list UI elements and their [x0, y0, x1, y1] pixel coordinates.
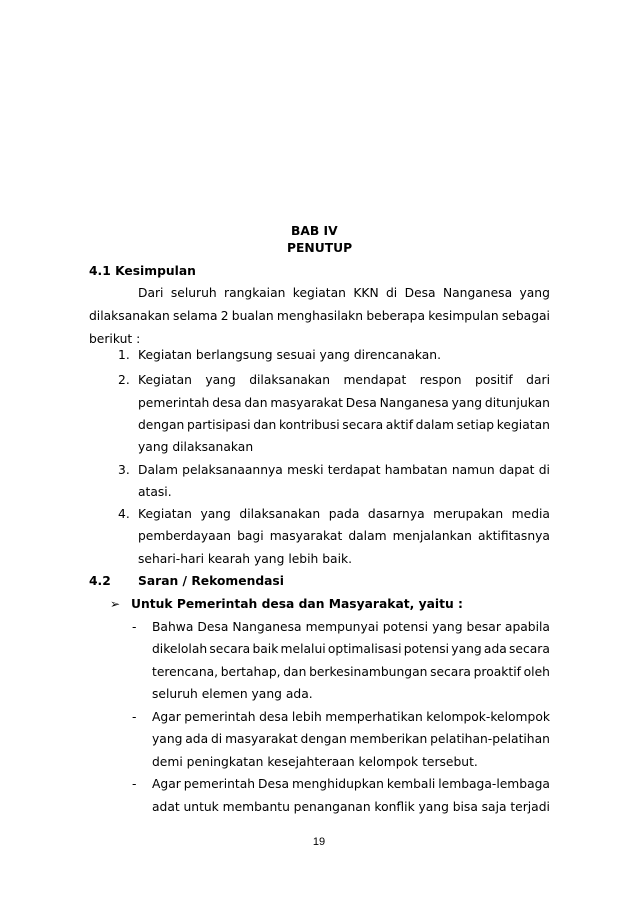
dash-item-line: [152, 641, 550, 657]
word: dan: [283, 665, 307, 679]
word: yang: [152, 732, 183, 746]
list-item-line: [138, 417, 550, 433]
dash-item-line: [152, 664, 550, 680]
list-item-line: [138, 528, 550, 544]
word: besar: [466, 620, 501, 634]
word: kegiatan: [496, 418, 550, 432]
word: Kegiatan: [138, 507, 192, 521]
word: saja: [481, 800, 507, 814]
word: desa: [212, 396, 242, 410]
word: yang: [451, 396, 483, 410]
bullet-heading: Untuk Pemerintah desa dan Masyarakat, yaitu :: [131, 597, 463, 611]
list-number: 1.: [118, 348, 130, 362]
list-item-line: Kegiatan berlangsung sesuai yang direncanakan.: [138, 348, 442, 362]
word: kesimpulan: [428, 309, 499, 323]
word: kegiatan: [292, 286, 346, 300]
word: yang: [200, 507, 231, 521]
dash-marker: -: [132, 777, 137, 791]
word: optimalisasi: [327, 642, 402, 656]
word: pemerintah: [138, 396, 210, 410]
word: yang: [519, 286, 550, 300]
word: partisipasi: [186, 418, 251, 432]
word: masyarakat: [269, 529, 343, 543]
word: Kegiatan: [138, 373, 192, 387]
word: untuk: [183, 800, 219, 814]
word: positif: [475, 373, 513, 387]
word: Dalam: [138, 463, 178, 477]
dash-item-line: demi peningkatan kesejahteraan kelompok tersebut.: [152, 755, 478, 769]
list-item-line: [138, 395, 550, 411]
list-number: 3.: [118, 463, 130, 477]
word: lebih: [291, 710, 322, 724]
word: proaktif: [473, 665, 521, 679]
word: membantu: [222, 800, 290, 814]
word: Desa: [197, 620, 229, 634]
chapter-title: PENUTUP: [287, 241, 353, 255]
word: melalui: [280, 642, 326, 656]
word: bertahap,: [220, 665, 281, 679]
word: media: [511, 507, 550, 521]
word: menghasilakn: [276, 309, 364, 323]
word: berkesinambungan: [309, 665, 428, 679]
word: masyarakat: [225, 732, 298, 746]
dash-marker: -: [132, 710, 137, 724]
word: Nanganesa: [442, 286, 513, 300]
word: memberikan: [349, 732, 428, 746]
word: dan: [253, 418, 277, 432]
arrow-bullet-icon: ➢: [110, 597, 121, 611]
word: Desa: [258, 777, 290, 791]
word: pelatihan-pelatihan: [430, 732, 550, 746]
list-item-line: [138, 506, 550, 522]
word: secara: [209, 642, 251, 656]
word: konflik: [374, 800, 415, 814]
list-item-line: [138, 462, 550, 478]
word: sebagai: [501, 309, 550, 323]
word: dasarnya: [367, 507, 425, 521]
word: rangkaian: [224, 286, 286, 300]
word: kembali: [386, 777, 436, 791]
word: dilaksanakan: [239, 507, 321, 521]
word: Dari: [138, 286, 164, 300]
word: dari: [526, 373, 550, 387]
word: Nanganesa: [232, 620, 302, 634]
word: mendapat: [343, 373, 407, 387]
word: hambatan: [384, 463, 448, 477]
word: apabila: [504, 620, 550, 634]
word: terdapat: [327, 463, 381, 477]
word: ada: [483, 642, 507, 656]
word: lembaga-lembaga: [438, 777, 550, 791]
word: adat: [152, 800, 180, 814]
word: pelaksanaannya: [182, 463, 283, 477]
word: di: [538, 463, 550, 477]
word: seluruh: [170, 286, 217, 300]
word: dengan: [138, 418, 185, 432]
word: potensi: [403, 642, 450, 656]
word: ada: [185, 732, 209, 746]
list-item-line: atasi.: [138, 485, 172, 499]
dash-item-line: [152, 709, 550, 725]
word: namun: [451, 463, 495, 477]
word: bisa: [452, 800, 478, 814]
word: penanganan: [293, 800, 371, 814]
word: pemerintah: [183, 777, 256, 791]
word: respon: [419, 373, 462, 387]
word: memperhatikan: [325, 710, 423, 724]
word: bualan: [231, 309, 274, 323]
dash-item-line: [152, 776, 550, 792]
word: terencana,: [152, 665, 219, 679]
word: bagi: [237, 529, 264, 543]
list-number: 2.: [118, 373, 130, 387]
word: Agar: [152, 710, 181, 724]
word: dapat: [498, 463, 535, 477]
word: terjadi: [510, 800, 550, 814]
word: Agar: [152, 777, 181, 791]
word: dikelolah: [152, 642, 208, 656]
word: Desa: [404, 286, 436, 300]
word: menjalankan: [392, 529, 472, 543]
word: ditunjukan: [484, 396, 550, 410]
word: potensi: [382, 620, 429, 634]
paragraph-line: [138, 285, 550, 301]
word: yang: [418, 800, 449, 814]
paragraph-line: berikut :: [89, 332, 141, 346]
word: pemberdayaan: [138, 529, 232, 543]
word: beberapa: [366, 309, 426, 323]
word: mempunyai: [305, 620, 379, 634]
word: masyarakat: [270, 396, 343, 410]
list-item-line: sehari-hari kearah yang lebih baik.: [138, 552, 353, 566]
word: kelompok-kelompok: [426, 710, 550, 724]
word: secara: [509, 642, 550, 656]
word: dalam: [415, 418, 454, 432]
word: kontribusi: [278, 418, 340, 432]
chapter-number: BAB IV: [291, 224, 338, 238]
word: dalam: [348, 529, 387, 543]
word: secara: [342, 418, 384, 432]
word: desa: [259, 710, 289, 724]
dash-item-line: seluruh elemen yang ada.: [152, 687, 313, 701]
word: oleh: [523, 665, 550, 679]
word: dan: [244, 396, 268, 410]
word: KKN: [353, 286, 379, 300]
word: di: [211, 732, 223, 746]
word: yang: [432, 620, 463, 634]
word: meski: [287, 463, 324, 477]
word: merupakan: [433, 507, 504, 521]
section-heading-kesimpulan: 4.1 Kesimpulan: [89, 264, 196, 278]
word: Desa: [345, 396, 377, 410]
word: dengan: [300, 732, 347, 746]
list-item-line: yang dilaksanakan: [138, 440, 254, 454]
word: Nanganesa: [379, 396, 449, 410]
dash-item-line: [152, 799, 550, 815]
word: dilaksanakan: [249, 373, 331, 387]
word: dilaksanakan: [89, 309, 170, 323]
word: baik: [252, 642, 279, 656]
word: setiap: [456, 418, 495, 432]
dash-item-line: [152, 731, 550, 747]
paragraph-line: [89, 308, 550, 324]
word: di: [386, 286, 398, 300]
word: yang: [205, 373, 236, 387]
section-number-saran: 4.2: [89, 574, 111, 588]
list-number: 4.: [118, 507, 130, 521]
section-heading-saran: Saran / Rekomendasi: [138, 574, 284, 588]
word: yang: [451, 642, 482, 656]
word: secara: [430, 665, 471, 679]
word: 2: [220, 309, 229, 323]
page-number: 19: [312, 836, 326, 848]
word: pada: [328, 507, 360, 521]
word: Bahwa: [152, 620, 194, 634]
word: selama: [173, 309, 218, 323]
word: aktifitasnya: [477, 529, 550, 543]
word: aktif: [385, 418, 414, 432]
list-item-line: [138, 372, 550, 388]
word: menghidupkan: [291, 777, 384, 791]
dash-marker: -: [132, 620, 137, 634]
word: pemerintah: [184, 710, 256, 724]
dash-item-line: [152, 619, 550, 635]
